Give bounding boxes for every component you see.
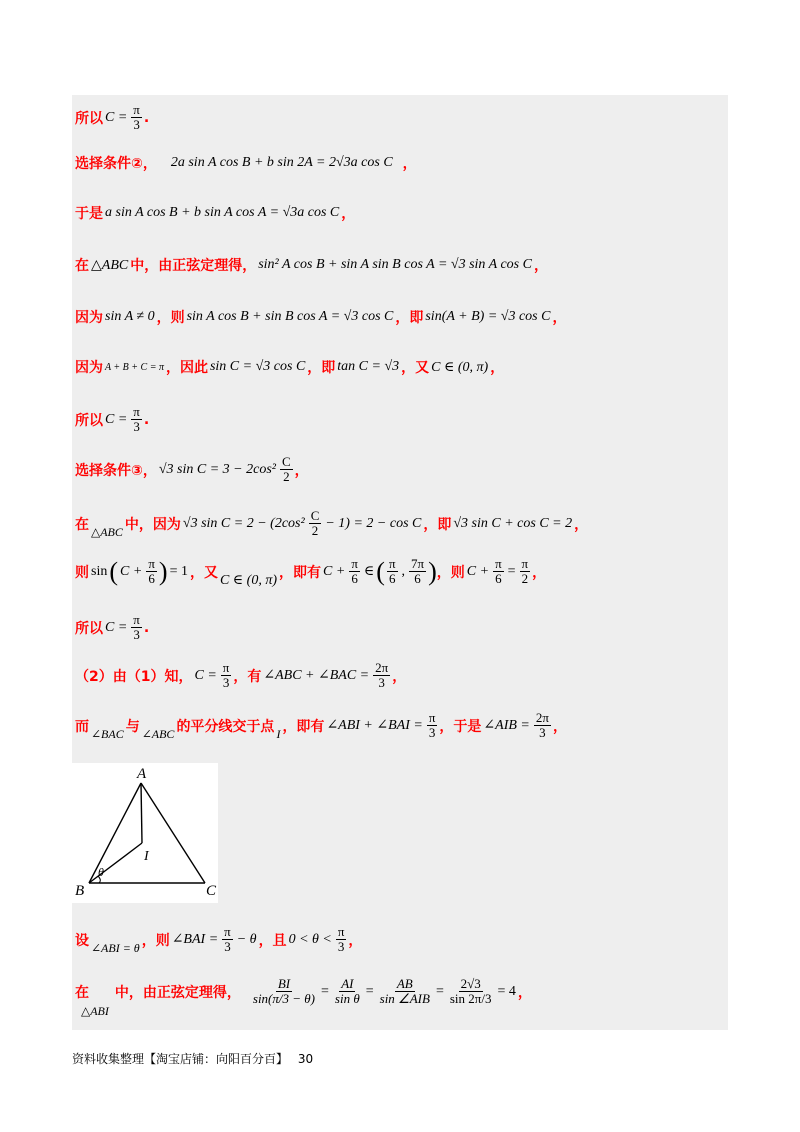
fraction: [349, 557, 360, 586]
punct: ，: [574, 516, 589, 533]
denominator: 3: [337, 939, 345, 954]
math: =: [507, 563, 516, 579]
math: △ABI: [81, 1004, 109, 1018]
denominator: 3: [133, 419, 140, 434]
text: 与: [125, 718, 140, 735]
numerator: π: [337, 924, 345, 939]
denominator: 6: [495, 571, 502, 586]
numerator: π: [224, 924, 231, 939]
text: ，又: [401, 360, 430, 376]
math: 0 < θ <: [288, 931, 332, 947]
denominator: 3: [378, 675, 385, 690]
denominator: 6: [414, 571, 421, 586]
math: △ABC: [91, 525, 123, 539]
text: 在: [75, 516, 89, 533]
fraction: [251, 977, 317, 1006]
punct: ，: [517, 984, 532, 1001]
denominator: 2: [311, 523, 319, 538]
numerator: π: [521, 556, 529, 571]
math: C +: [466, 563, 490, 579]
label-c: C: [206, 883, 217, 899]
math: √3 sin C = 2 − (2cos²: [182, 515, 305, 531]
fraction: [409, 557, 426, 586]
numerator: 2π: [535, 710, 549, 725]
text: 所以: [75, 110, 103, 127]
text: ，且: [258, 932, 287, 949]
line-2: [75, 153, 417, 173]
paren-close: ): [158, 556, 168, 586]
text: 因为: [75, 310, 103, 326]
punct: ，: [402, 156, 417, 172]
punct: ，: [341, 206, 356, 222]
text: （2）由（1）知，: [75, 668, 193, 685]
text: ，即: [395, 310, 424, 326]
punct: ，: [490, 360, 505, 376]
fraction: [427, 711, 438, 740]
text: ，因此: [165, 360, 208, 376]
math: ∠BAC: [91, 727, 124, 741]
line-3: [75, 203, 355, 223]
line-7: [75, 405, 149, 434]
text: ，则: [436, 564, 465, 581]
math: − θ: [236, 931, 257, 947]
denominator: 2: [521, 571, 529, 586]
text: 在: [75, 984, 89, 1001]
denominator: sin 2π/3: [449, 991, 492, 1006]
fraction: [222, 925, 233, 954]
line-8: [75, 455, 309, 484]
line-4: [75, 255, 548, 275]
denominator: 6: [388, 571, 396, 586]
math: ∠ABI = θ: [91, 941, 140, 955]
punct: ，: [392, 668, 407, 685]
paren-open: (: [376, 556, 385, 586]
numerator: 7π: [411, 556, 425, 571]
paren-open: (: [109, 556, 119, 586]
text: 选择条件②，: [75, 156, 157, 172]
math: √3 sin C = 3 − 2cos²: [158, 461, 276, 477]
text: ，即有: [282, 718, 325, 735]
math: C +: [120, 563, 143, 579]
math: − 1) = 2 − cos C: [325, 515, 422, 531]
label-b: B: [75, 883, 85, 899]
label-a: A: [137, 766, 147, 782]
fraction: [493, 557, 504, 586]
math: tan C = √3: [337, 359, 400, 374]
denominator: 6: [351, 571, 358, 586]
fraction: [333, 977, 362, 1006]
numerator: BI: [277, 976, 291, 991]
line-11: [75, 613, 149, 642]
denominator: sin θ: [334, 991, 360, 1006]
numerator: π: [388, 556, 396, 571]
punct: .: [143, 619, 150, 636]
punct: ，: [294, 462, 309, 479]
math: ∠BAI =: [171, 932, 219, 947]
text: ，即: [423, 516, 452, 533]
math: sin A cos B + sin B cos A = √3 cos C: [186, 309, 394, 324]
math: sin(A + B) = √3 cos C: [425, 309, 551, 324]
fraction: [520, 557, 531, 586]
math: C +: [323, 563, 346, 579]
math: ∠AIB =: [483, 718, 530, 733]
math: = 4: [497, 983, 516, 999]
numerator: AB: [396, 976, 413, 991]
fraction: [534, 711, 551, 740]
numerator: 2π: [375, 660, 389, 675]
fraction: [336, 925, 347, 954]
text: ，则: [141, 932, 170, 949]
fraction: [387, 557, 398, 586]
math: sin C = √3 cos C: [209, 359, 306, 374]
math: C =: [105, 109, 128, 125]
segment-bi: [89, 843, 142, 883]
math: = 1: [169, 563, 188, 579]
fraction: [309, 509, 322, 538]
math: =: [365, 983, 374, 999]
fraction: [131, 405, 142, 434]
triangle-figure: [72, 763, 218, 903]
line-5: [75, 307, 566, 327]
page-number: 30: [297, 1052, 314, 1066]
punct: ，: [533, 258, 548, 274]
math: △ABC: [91, 257, 129, 273]
text: ，即有: [279, 564, 322, 581]
punct: ，: [552, 718, 567, 735]
numerator: AI: [341, 976, 354, 991]
triangle-diagram: [72, 763, 218, 903]
numerator: π: [133, 404, 140, 419]
numerator: π: [428, 710, 436, 725]
paren-close: ): [428, 556, 437, 586]
math: C =: [105, 619, 128, 635]
text: 中，由正弦定理得，: [114, 984, 241, 1001]
fraction: [280, 455, 293, 484]
math: sin² A cos B + sin A sin B cos A = √3 sin A cos C: [258, 257, 532, 272]
line-9: [75, 509, 588, 538]
text: 选择条件③，: [75, 462, 157, 479]
punct: .: [143, 411, 150, 428]
text: ，有: [233, 668, 262, 685]
math: ∠ABC + ∠BAC =: [263, 668, 370, 683]
math: sin: [91, 563, 108, 579]
text: 因为: [75, 360, 103, 376]
text: ，即: [307, 360, 336, 376]
text: 而: [75, 718, 89, 735]
numerator: π: [133, 612, 140, 627]
math: C ∈ (0, π): [431, 359, 489, 375]
label-theta: θ: [98, 865, 104, 879]
side-ac: [141, 783, 205, 883]
punct: ，: [552, 310, 567, 326]
math: A + B + C = π: [105, 361, 164, 373]
line-13: [75, 711, 567, 740]
math: I: [276, 727, 281, 741]
line-1: [75, 103, 149, 132]
numerator: π: [222, 660, 230, 675]
math: sin A ≠ 0: [105, 309, 155, 324]
text: 所以: [75, 620, 103, 637]
document-page: [72, 95, 728, 1030]
numerator: C: [281, 454, 291, 469]
fraction: [373, 661, 390, 690]
text: 中，因为: [124, 516, 181, 533]
page-footer: [72, 1050, 319, 1067]
math: a sin A cos B + b sin A cos A = √3a cos C: [105, 205, 340, 220]
text: 所以: [75, 412, 103, 429]
numerator: C: [310, 508, 320, 523]
text: 则: [75, 564, 89, 581]
math: C =: [194, 667, 217, 683]
numerator: 2√3: [460, 976, 481, 991]
footer-text: 资料收集整理【淘宝店铺：向阳百分百】: [72, 1052, 289, 1066]
denominator: 3: [133, 627, 140, 642]
math: ∠ABI + ∠BAI =: [326, 718, 423, 733]
denominator: sin ∠AIB: [379, 991, 430, 1006]
math: 2a sin A cos B + b sin 2A = 2√3a cos C: [170, 155, 393, 170]
label-i: I: [144, 849, 149, 864]
denominator: sin(π/3 − θ): [252, 991, 316, 1006]
text: ，于是: [439, 718, 482, 735]
denominator: 2: [283, 469, 290, 484]
math: ∈: [363, 564, 375, 579]
math: ∠ABC: [141, 727, 175, 741]
text: 于是: [75, 206, 103, 222]
numerator: π: [148, 556, 155, 571]
line-12: [75, 661, 406, 690]
line-6: [75, 357, 504, 377]
denominator: 3: [222, 675, 230, 690]
denominator: 3: [539, 725, 546, 740]
fraction: [131, 613, 142, 642]
denominator: 3: [224, 939, 231, 954]
math: =: [321, 983, 329, 999]
text: 中，由正弦定理得，: [130, 258, 257, 274]
text: ，又: [189, 564, 218, 581]
line-10: [75, 557, 546, 586]
line-15: [75, 976, 532, 1018]
side-ab: [89, 783, 141, 883]
denominator: 3: [428, 725, 436, 740]
fraction: [131, 103, 142, 132]
numerator: π: [495, 556, 502, 571]
math: √3 sin C + cos C = 2: [453, 515, 573, 531]
fraction: [221, 661, 232, 690]
math: C =: [105, 411, 128, 427]
fraction: [448, 977, 494, 1006]
math: =: [435, 983, 444, 999]
text: 在: [75, 258, 89, 274]
math: C ∈ (0, π): [219, 573, 278, 588]
math: ,: [401, 563, 406, 579]
line-14: [75, 925, 362, 954]
denominator: 3: [133, 117, 140, 132]
segment-ai: [141, 783, 142, 843]
punct: ，: [348, 932, 363, 949]
punct: ，: [532, 564, 547, 581]
text: 设: [75, 932, 89, 949]
punct: .: [143, 109, 150, 126]
fraction: [146, 557, 157, 586]
text: ，则: [156, 310, 185, 326]
fraction: [378, 977, 432, 1006]
text: 的平分线交于点: [176, 718, 275, 735]
numerator: π: [351, 556, 358, 571]
denominator: 6: [148, 571, 155, 586]
numerator: π: [133, 102, 140, 117]
